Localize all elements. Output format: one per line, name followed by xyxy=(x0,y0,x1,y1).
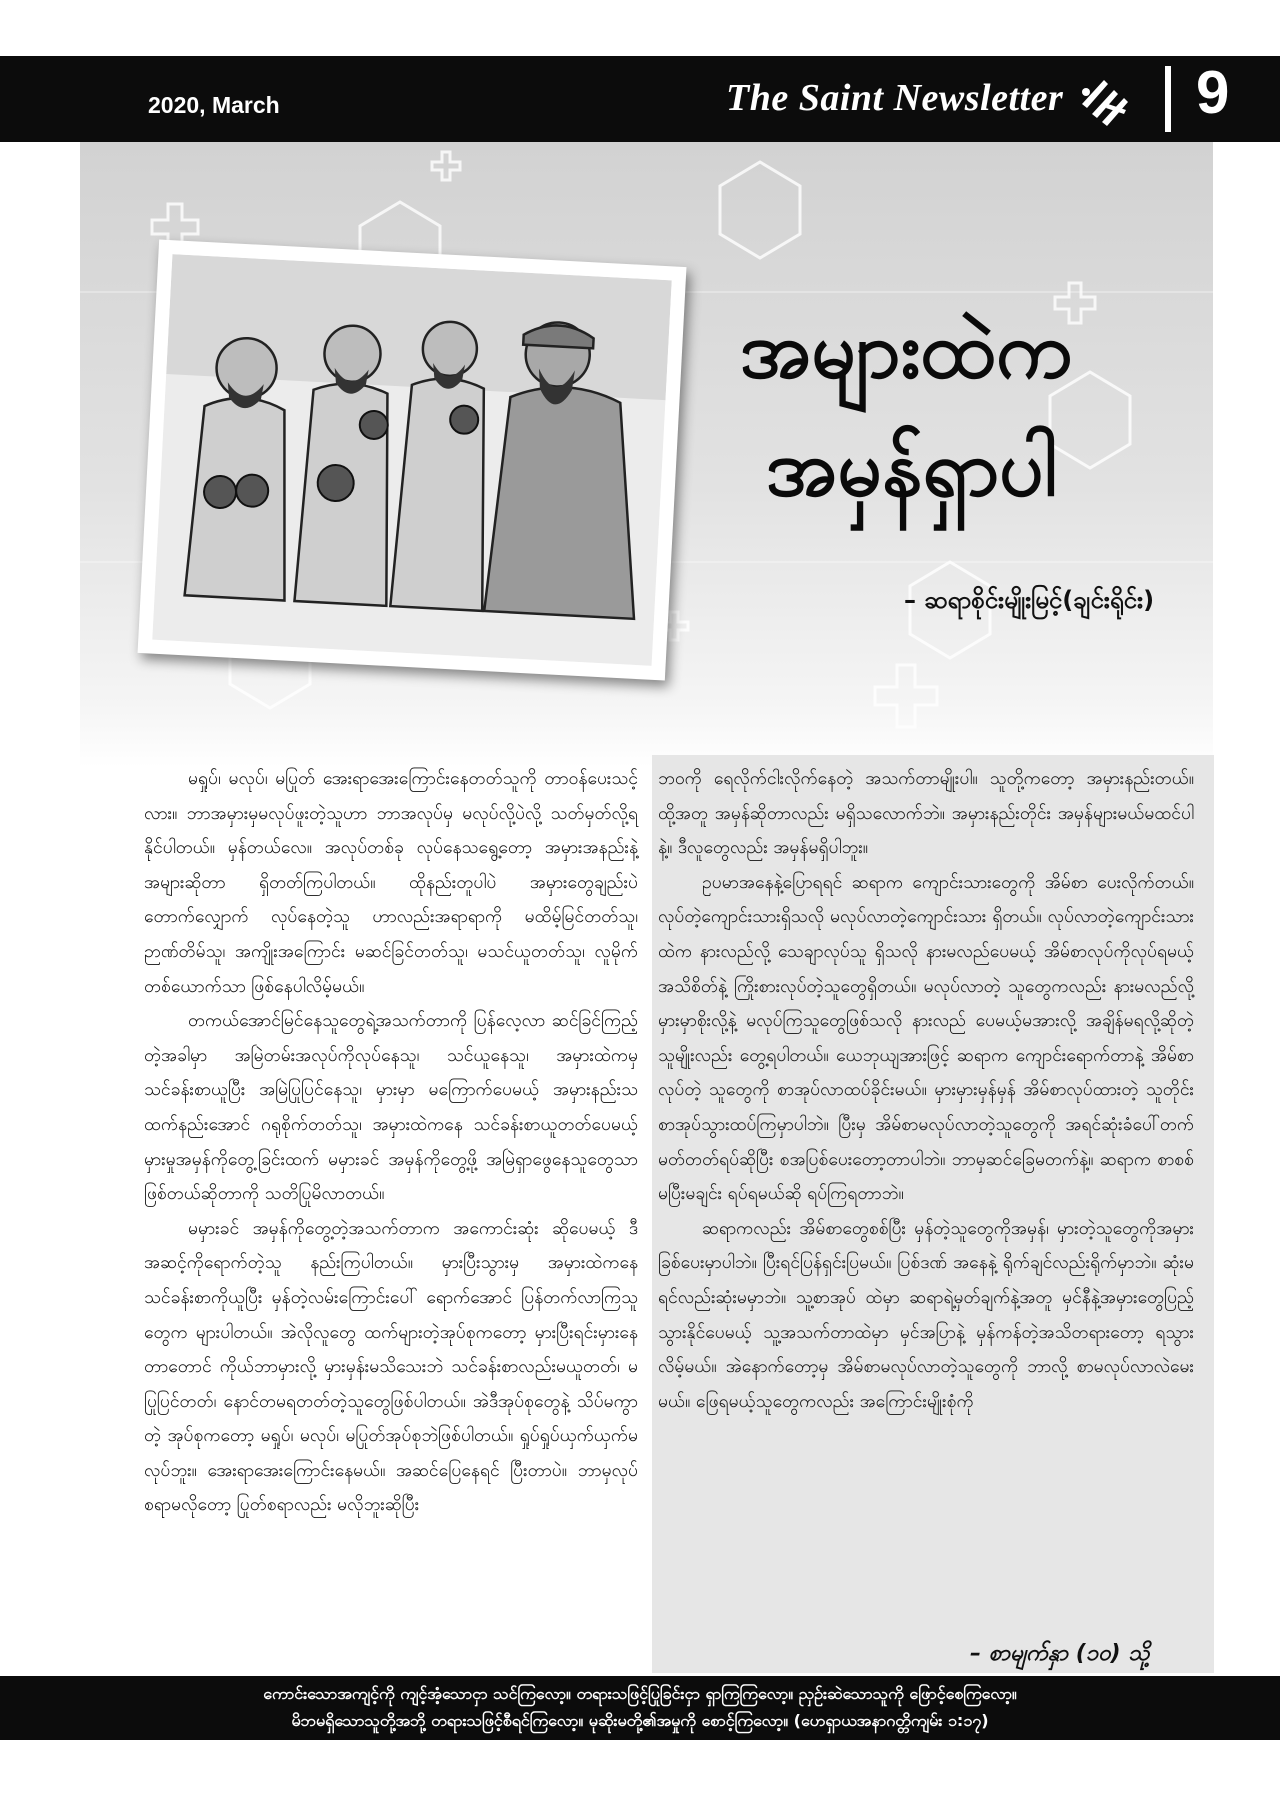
four-men-with-money-bags-illustration xyxy=(152,254,672,666)
article-byline: – ဆရာစိုင်းမျိုးမြင့်(ချင်းရိုင်း) xyxy=(904,586,1155,614)
article-title-line-2: အမှန်ရှာပါ xyxy=(766,424,1058,514)
page-header xyxy=(0,56,1280,142)
article-title-line-1: အများထဲက xyxy=(740,306,1073,396)
newsletter-title: The Saint Newsletter xyxy=(726,77,1064,119)
left-column xyxy=(144,762,638,1523)
saint-newsletter-logo-icon xyxy=(1078,74,1130,126)
continued-note: – စာမျက်နှာ (၁၀) သို့ xyxy=(970,1641,1150,1666)
paragraph: ဘဝကို ရေလိုက်ငါးလိုက်နေတဲ့ အသက်တာမျိုးပါ။ သူတို့ကတော့ အမှားနည်းတယ်။ ထို့အတူ အမှန်ဆိုတာလည်း မရှိသလောက်ဘဲ။ အမှားနည်းတိုင်း အမှန်များမယ်မထင်ပါနဲ့။ ဒီလူတွေလည်း အမှန်မရှိပါဘူး။ xyxy=(658,769,1194,859)
paragraph: ဆရာကလည်း အိမ်စာတွေစစ်ပြီး မှန်တဲ့သူတွေကိုအမှန်၊ မှားတဲ့သူတွေကိုအမှား ခြစ်ပေးမှာပါဘဲ။ ပြီးရင်ပြန်ရှင်းပြမယ်။ ပြစ်ဒဏ် အနေနဲ့ ရိုက်ချင်လည်းရိုက်မှာဘဲ။ ဆုံးမရင်လည်းဆုံးမမှာဘဲ။ သူ့စာအုပ် ထဲမှာ ဆရာရဲ့မှတ်ချက်နဲ့အတူ မှင်နီနဲ့အမှားတွေပြည့်သွားနိုင်ပေမယ့် သူ့အသက်တာထဲမှာ မှင်အပြာနဲ့ မှန်ကန်တဲ့အသိတရားတော့ ရသွားလိမ့်မယ်။ အဲနောက်တော့မှ အိမ်စာမလုပ်လာတဲ့သူတွေကို ဘာလို့ စာမလုပ်လာလဲမေးမယ်။ ဖြေရမယ့်သူတွေကလည်း အကြောင်းမျိုးစုံကို xyxy=(658,1218,1194,1412)
footer-verse-line-1: ကောင်းသောအကျင့်ကို ကျင့်အံ့သောငှာ သင်ကြလော့။ တရားသဖြင့်ပြုခြင်းငှာ ရှာကြကြလော့။ ညှဉ်းဆဲသောသူကို ဖြောင့်စေကြလော့။ xyxy=(263,1684,1017,1703)
footer-verse-line-2: မိဘမရှိသောသူတို့အဘို့ တရားသဖြင့်စီရင်ကြလော့။ မုဆိုးမတို့၏အမှုကို စောင့်ကြလော့။ (ဟေရှာယအနာဂတ္တိကျမ်း ၁:၁၇) xyxy=(291,1711,989,1730)
paragraph: တကယ်အောင်မြင်နေသူတွေရဲ့အသက်တာကို ပြန်လေ့လာ ဆင်ခြင်ကြည့်တဲ့အခါမှာ အမြဲတမ်းအလုပ်ကိုလုပ်နေသူ၊ သင်ယူနေသူ၊ အမှားထဲကမှ သင်ခန်းစာယူပြီး အမြဲပြုပြင်နေသူ၊ မှားမှာ မကြောက်ပေမယ့် အမှားနည်းသထက်နည်းအောင် ဂရုစိုက်တတ်သူ၊ အမှားထဲကနေ သင်ခန်းစာယူတတ်ပေမယ့် မှားမှုအမှန်ကိုတွေ့ခြင်းထက် မမှားခင် အမှန်ကိုတွေ့ဖို့ အမြဲရှာဖွေနေသူတွေသာ ဖြစ်တယ်ဆိုတာကို သတိပြုမိလာတယ်။ xyxy=(144,1011,638,1205)
header-divider xyxy=(1165,66,1171,132)
page-number: 9 xyxy=(1196,59,1230,126)
issue-date: 2020, March xyxy=(148,92,280,118)
paragraph: ဥပမာအနေနဲ့ပြောရရင် ဆရာက ကျောင်းသားတွေကို အိမ်စာ ပေးလိုက်တယ်။ လုပ်တဲ့ကျောင်းသားရှိသလို မလုပ်လာတဲ့ကျောင်းသား ရှိတယ်။ လုပ်လာတဲ့ကျောင်းသားထဲက နားလည်လို့ သေချာလုပ်သူ ရှိသလို နားမလည်ပေမယ့် အိမ်စာလုပ်ကိုလုပ်ရမယ့်အသိစိတ်နဲ့ ကြိုးစားလုပ်တဲ့သူတွေရှိတယ်။ မလုပ်လာတဲ့ သူတွေကလည်း နားမလည်လို့ မှားမှာစိုးလို့နဲ့ မလုပ်ကြသူတွေဖြစ်သလို နားလည် ပေမယ့်မအားလို့ အချိန်မရလို့ဆိုတဲ့သူမျိုးလည်း တွေ့ရပါတယ်။ ယေဘုယျအားဖြင့် ဆရာက ကျောင်းရောက်တာနဲ့ အိမ်စာလုပ်တဲ့ သူတွေကို စာအုပ်လာထပ်ခိုင်းမယ်။ မှားမှားမှန်မှန် အိမ်စာလုပ်ထားတဲ့ သူတိုင်း စာအုပ်သွားထပ်ကြမှာပါဘဲ။ ပြီးမှ အိမ်စာမလုပ်လာတဲ့သူတွေကို အရင်ဆုံးခံပေါ်တက် မတ်တတ်ရပ်ဆိုပြီး စအပြစ်ပေးတော့တာပါဘဲ။ ဘာမှဆင်ခြေမတက်နဲ့။ ဆရာက စာစစ်မပြီးမချင်း ရပ်ရမယ်ဆို ရပ်ကြရတာဘဲ။ xyxy=(658,872,1194,1205)
paragraph: မမှားခင် အမှန်ကိုတွေ့တဲ့အသက်တာက အကောင်းဆုံး ဆိုပေမယ့် ဒီအဆင့်ကိုရောက်တဲ့သူ နည်းကြပါတယ်။ မှားပြီးသွားမှ အမှားထဲကနေ သင်ခန်းစာကိုယူပြီး မှန်တဲ့လမ်းကြောင်းပေါ် ရောက်အောင် ပြန်တက်လာကြသူတွေက များပါတယ်။ အဲလိုလူတွေ ထက်များတဲ့အုပ်စုကတော့ မှားပြီးရင်းမှားနေတာတောင် ကိုယ်ဘာမှားလို့ မှားမှန်းမသိသေးဘဲ သင်ခန်းစာလည်းမယူတတ်၊ မပြုပြင်တတ်၊ နောင်တမရတတ်တဲ့သူတွေဖြစ်ပါတယ်။ အဲဒီအုပ်စုတွေနဲ့ သိပ်မကွာတဲ့ အုပ်စုကတော့ မရှုပ်၊ မလုပ်၊ မပြုတ်အုပ်စုဘဲဖြစ်ပါတယ်။ ရှုပ်ရှုပ်ယှက်ယှက်မလုပ်ဘူး။ အေးရာအေးကြောင်းနေမယ်။ အဆင်ပြေနေရင် ပြီးတာပဲ။ ဘာမှလုပ်စရာမလိုတော့ ပြုတ်စရာလည်း မလိုဘူးဆိုပြီး xyxy=(144,1218,638,1516)
right-column xyxy=(658,762,1194,1419)
illustration-card xyxy=(138,239,687,680)
paragraph: မရှုပ်၊ မလုပ်၊ မပြုတ် အေးရာအေးကြောင်းနေတတ်သူကို တာဝန်ပေးသင့်လား။ ဘာအမှားမှမလုပ်ဖူးတဲ့သူဟာ ဘာအလုပ်မှ မလုပ်လို့ပဲလို့ သတ်မှတ်လို့ရနိုင်ပါတယ်။ မှန်တယ်လေ။ အလုပ်တစ်ခု လုပ်နေသရွေ့တော့ အမှားအနည်းနဲ့အများဆိုတာ ရှိတတ်ကြပါတယ်။ ထိုနည်းတူပါပဲ အမှားတွေချည်းပဲတောက်လျှောက် လုပ်နေတဲ့သူ ဟာလည်းအရာရာကို မထိမ့်မြင်တတ်သူ၊ ဉာဏ်တိမ်သူ၊ အကျိုးအကြောင်း မဆင်ခြင်တတ်သူ၊ မသင်ယူတတ်သူ၊ လူမိုက် တစ်ယောက်သာ ဖြစ်နေပါလိမ့်မယ်။ xyxy=(144,769,638,997)
scripture-footer xyxy=(0,1676,1280,1740)
